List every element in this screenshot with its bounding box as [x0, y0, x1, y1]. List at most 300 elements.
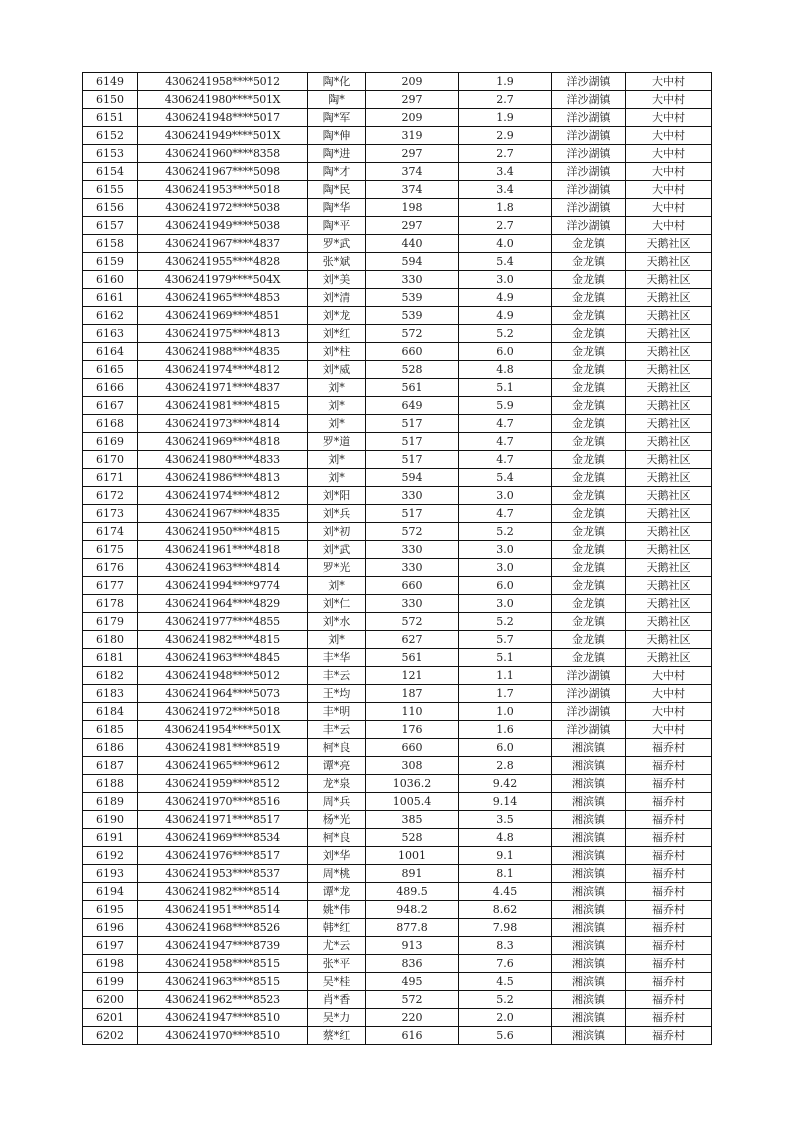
village-cell: 福乔村 — [626, 1027, 712, 1045]
amount-cell: 660 — [366, 739, 459, 757]
value-cell: 4.8 — [459, 361, 552, 379]
amount-cell: 440 — [366, 235, 459, 253]
row-number-cell: 6149 — [83, 73, 138, 91]
table-body — [83, 73, 712, 1045]
row-number-cell: 6160 — [83, 271, 138, 289]
amount-cell: 308 — [366, 757, 459, 775]
id-number-cell: 4306241950****4815 — [138, 523, 308, 541]
village-cell: 天鹅社区 — [626, 397, 712, 415]
town-cell: 金龙镇 — [552, 289, 626, 307]
id-number-cell: 4306241968****8526 — [138, 919, 308, 937]
value-cell: 5.4 — [459, 469, 552, 487]
village-cell: 天鹅社区 — [626, 613, 712, 631]
row-number-cell: 6164 — [83, 343, 138, 361]
row-number-cell: 6183 — [83, 685, 138, 703]
name-cell: 罗*武 — [308, 235, 366, 253]
village-cell: 大中村 — [626, 163, 712, 181]
table-row — [83, 505, 712, 523]
amount-cell: 517 — [366, 505, 459, 523]
row-number-cell: 6157 — [83, 217, 138, 235]
value-cell: 3.0 — [459, 559, 552, 577]
id-number-cell: 4306241964****4829 — [138, 595, 308, 613]
table-row — [83, 217, 712, 235]
amount-cell: 110 — [366, 703, 459, 721]
amount-cell: 330 — [366, 487, 459, 505]
name-cell: 陶*伸 — [308, 127, 366, 145]
town-cell: 湘滨镇 — [552, 1027, 626, 1045]
amount-cell: 1001 — [366, 847, 459, 865]
town-cell: 湘滨镇 — [552, 739, 626, 757]
row-number-cell: 6195 — [83, 901, 138, 919]
town-cell: 金龙镇 — [552, 487, 626, 505]
amount-cell: 489.5 — [366, 883, 459, 901]
village-cell: 福乔村 — [626, 991, 712, 1009]
amount-cell: 594 — [366, 469, 459, 487]
town-cell: 湘滨镇 — [552, 793, 626, 811]
town-cell: 金龙镇 — [552, 649, 626, 667]
village-cell: 福乔村 — [626, 811, 712, 829]
table-row — [83, 847, 712, 865]
table-row — [83, 685, 712, 703]
id-number-cell: 4306241962****8523 — [138, 991, 308, 1009]
table-row — [83, 343, 712, 361]
row-number-cell: 6172 — [83, 487, 138, 505]
row-number-cell: 6200 — [83, 991, 138, 1009]
village-cell: 天鹅社区 — [626, 343, 712, 361]
village-cell: 大中村 — [626, 199, 712, 217]
amount-cell: 1005.4 — [366, 793, 459, 811]
row-number-cell: 6191 — [83, 829, 138, 847]
village-cell: 天鹅社区 — [626, 289, 712, 307]
amount-cell: 517 — [366, 415, 459, 433]
row-number-cell: 6159 — [83, 253, 138, 271]
amount-cell: 627 — [366, 631, 459, 649]
name-cell: 张*斌 — [308, 253, 366, 271]
value-cell: 3.0 — [459, 487, 552, 505]
town-cell: 金龙镇 — [552, 343, 626, 361]
town-cell: 湘滨镇 — [552, 883, 626, 901]
value-cell: 1.0 — [459, 703, 552, 721]
value-cell: 3.4 — [459, 163, 552, 181]
id-number-cell: 4306241974****4812 — [138, 487, 308, 505]
table-row — [83, 793, 712, 811]
town-cell: 湘滨镇 — [552, 919, 626, 937]
value-cell: 3.0 — [459, 595, 552, 613]
town-cell: 金龙镇 — [552, 505, 626, 523]
amount-cell: 660 — [366, 343, 459, 361]
name-cell: 吴*力 — [308, 1009, 366, 1027]
row-number-cell: 6167 — [83, 397, 138, 415]
table-row — [83, 1027, 712, 1045]
name-cell: 柯*良 — [308, 829, 366, 847]
name-cell: 刘*水 — [308, 613, 366, 631]
table-row — [83, 667, 712, 685]
value-cell: 1.9 — [459, 109, 552, 127]
village-cell: 福乔村 — [626, 793, 712, 811]
town-cell: 金龙镇 — [552, 361, 626, 379]
row-number-cell: 6168 — [83, 415, 138, 433]
town-cell: 湘滨镇 — [552, 775, 626, 793]
row-number-cell: 6151 — [83, 109, 138, 127]
amount-cell: 539 — [366, 289, 459, 307]
village-cell: 天鹅社区 — [626, 379, 712, 397]
value-cell: 2.0 — [459, 1009, 552, 1027]
table-row — [83, 451, 712, 469]
row-number-cell: 6166 — [83, 379, 138, 397]
id-number-cell: 4306241955****4828 — [138, 253, 308, 271]
row-number-cell: 6180 — [83, 631, 138, 649]
name-cell: 尤*云 — [308, 937, 366, 955]
amount-cell: 385 — [366, 811, 459, 829]
table-row — [83, 631, 712, 649]
table-row — [83, 757, 712, 775]
village-cell: 福乔村 — [626, 883, 712, 901]
table-row — [83, 271, 712, 289]
town-cell: 金龙镇 — [552, 433, 626, 451]
id-number-cell: 4306241963****4814 — [138, 559, 308, 577]
row-number-cell: 6197 — [83, 937, 138, 955]
table-row — [83, 307, 712, 325]
row-number-cell: 6184 — [83, 703, 138, 721]
village-cell: 大中村 — [626, 685, 712, 703]
row-number-cell: 6202 — [83, 1027, 138, 1045]
name-cell: 刘* — [308, 397, 366, 415]
id-number-cell: 4306241982****4815 — [138, 631, 308, 649]
table-row — [83, 163, 712, 181]
name-cell: 刘* — [308, 415, 366, 433]
id-number-cell: 4306241974****4812 — [138, 361, 308, 379]
town-cell: 金龙镇 — [552, 451, 626, 469]
name-cell: 陶*华 — [308, 199, 366, 217]
id-number-cell: 4306241977****4855 — [138, 613, 308, 631]
village-cell: 天鹅社区 — [626, 541, 712, 559]
name-cell: 谭*龙 — [308, 883, 366, 901]
name-cell: 陶*才 — [308, 163, 366, 181]
name-cell: 刘*仁 — [308, 595, 366, 613]
name-cell: 周*兵 — [308, 793, 366, 811]
id-number-cell: 4306241953****5018 — [138, 181, 308, 199]
town-cell: 金龙镇 — [552, 541, 626, 559]
id-number-cell: 4306241982****8514 — [138, 883, 308, 901]
amount-cell: 539 — [366, 307, 459, 325]
value-cell: 4.7 — [459, 415, 552, 433]
town-cell: 金龙镇 — [552, 253, 626, 271]
row-number-cell: 6171 — [83, 469, 138, 487]
village-cell: 大中村 — [626, 721, 712, 739]
village-cell: 大中村 — [626, 127, 712, 145]
table-row — [83, 865, 712, 883]
village-cell: 福乔村 — [626, 955, 712, 973]
name-cell: 刘*武 — [308, 541, 366, 559]
town-cell: 洋沙湖镇 — [552, 199, 626, 217]
row-number-cell: 6174 — [83, 523, 138, 541]
value-cell: 8.3 — [459, 937, 552, 955]
value-cell: 9.14 — [459, 793, 552, 811]
town-cell: 金龙镇 — [552, 325, 626, 343]
name-cell: 刘* — [308, 631, 366, 649]
table-row — [83, 361, 712, 379]
value-cell: 1.9 — [459, 73, 552, 91]
row-number-cell: 6169 — [83, 433, 138, 451]
id-number-cell: 4306241965****9612 — [138, 757, 308, 775]
row-number-cell: 6185 — [83, 721, 138, 739]
value-cell: 2.8 — [459, 757, 552, 775]
value-cell: 5.2 — [459, 325, 552, 343]
value-cell: 1.7 — [459, 685, 552, 703]
table-row — [83, 703, 712, 721]
row-number-cell: 6177 — [83, 577, 138, 595]
row-number-cell: 6175 — [83, 541, 138, 559]
value-cell: 1.6 — [459, 721, 552, 739]
table-row — [83, 955, 712, 973]
id-number-cell: 4306241981****4815 — [138, 397, 308, 415]
id-number-cell: 4306241976****8517 — [138, 847, 308, 865]
value-cell: 3.5 — [459, 811, 552, 829]
id-number-cell: 4306241951****8514 — [138, 901, 308, 919]
amount-cell: 572 — [366, 613, 459, 631]
town-cell: 洋沙湖镇 — [552, 127, 626, 145]
village-cell: 天鹅社区 — [626, 577, 712, 595]
value-cell: 4.7 — [459, 451, 552, 469]
town-cell: 洋沙湖镇 — [552, 721, 626, 739]
table-row — [83, 253, 712, 271]
value-cell: 5.7 — [459, 631, 552, 649]
table-row — [83, 937, 712, 955]
village-cell: 大中村 — [626, 667, 712, 685]
id-number-cell: 4306241960****8358 — [138, 145, 308, 163]
id-number-cell: 4306241953****8537 — [138, 865, 308, 883]
name-cell: 丰*云 — [308, 667, 366, 685]
row-number-cell: 6165 — [83, 361, 138, 379]
name-cell: 刘* — [308, 451, 366, 469]
village-cell: 大中村 — [626, 73, 712, 91]
village-cell: 天鹅社区 — [626, 415, 712, 433]
value-cell: 3.0 — [459, 541, 552, 559]
table-row — [83, 433, 712, 451]
id-number-cell: 4306241970****8516 — [138, 793, 308, 811]
table-row — [83, 127, 712, 145]
value-cell: 8.62 — [459, 901, 552, 919]
row-number-cell: 6194 — [83, 883, 138, 901]
amount-cell: 187 — [366, 685, 459, 703]
id-number-cell: 4306241969****8534 — [138, 829, 308, 847]
village-cell: 福乔村 — [626, 865, 712, 883]
town-cell: 洋沙湖镇 — [552, 145, 626, 163]
amount-cell: 330 — [366, 595, 459, 613]
value-cell: 7.6 — [459, 955, 552, 973]
row-number-cell: 6158 — [83, 235, 138, 253]
name-cell: 刘* — [308, 379, 366, 397]
town-cell: 金龙镇 — [552, 235, 626, 253]
town-cell: 湘滨镇 — [552, 937, 626, 955]
village-cell: 天鹅社区 — [626, 235, 712, 253]
village-cell: 天鹅社区 — [626, 595, 712, 613]
id-number-cell: 4306241967****5098 — [138, 163, 308, 181]
value-cell: 4.7 — [459, 433, 552, 451]
town-cell: 金龙镇 — [552, 595, 626, 613]
name-cell: 龙*泉 — [308, 775, 366, 793]
amount-cell: 877.8 — [366, 919, 459, 937]
id-number-cell: 4306241994****9774 — [138, 577, 308, 595]
amount-cell: 330 — [366, 559, 459, 577]
name-cell: 刘*威 — [308, 361, 366, 379]
id-number-cell: 4306241979****504X — [138, 271, 308, 289]
row-number-cell: 6201 — [83, 1009, 138, 1027]
table-row — [83, 487, 712, 505]
name-cell: 陶*民 — [308, 181, 366, 199]
id-number-cell: 4306241973****4814 — [138, 415, 308, 433]
name-cell: 刘*兵 — [308, 505, 366, 523]
amount-cell: 913 — [366, 937, 459, 955]
amount-cell: 176 — [366, 721, 459, 739]
row-number-cell: 6198 — [83, 955, 138, 973]
value-cell: 5.2 — [459, 613, 552, 631]
village-cell: 福乔村 — [626, 739, 712, 757]
town-cell: 湘滨镇 — [552, 811, 626, 829]
village-cell: 天鹅社区 — [626, 325, 712, 343]
value-cell: 8.1 — [459, 865, 552, 883]
amount-cell: 220 — [366, 1009, 459, 1027]
value-cell: 5.9 — [459, 397, 552, 415]
name-cell: 刘*阳 — [308, 487, 366, 505]
town-cell: 洋沙湖镇 — [552, 217, 626, 235]
id-number-cell: 4306241980****501X — [138, 91, 308, 109]
id-number-cell: 4306241947****8510 — [138, 1009, 308, 1027]
value-cell: 6.0 — [459, 577, 552, 595]
row-number-cell: 6162 — [83, 307, 138, 325]
id-number-cell: 4306241969****4851 — [138, 307, 308, 325]
table-row — [83, 109, 712, 127]
id-number-cell: 4306241972****5018 — [138, 703, 308, 721]
data-table — [82, 72, 712, 1045]
town-cell: 湘滨镇 — [552, 901, 626, 919]
value-cell: 5.2 — [459, 523, 552, 541]
name-cell: 陶*进 — [308, 145, 366, 163]
name-cell: 丰*华 — [308, 649, 366, 667]
table-row — [83, 649, 712, 667]
table-row — [83, 73, 712, 91]
town-cell: 金龙镇 — [552, 469, 626, 487]
village-cell: 大中村 — [626, 217, 712, 235]
town-cell: 金龙镇 — [552, 631, 626, 649]
amount-cell: 517 — [366, 433, 459, 451]
amount-cell: 528 — [366, 829, 459, 847]
id-number-cell: 4306241967****4835 — [138, 505, 308, 523]
table-row — [83, 577, 712, 595]
name-cell: 丰*明 — [308, 703, 366, 721]
village-cell: 福乔村 — [626, 901, 712, 919]
table-row — [83, 721, 712, 739]
value-cell: 9.42 — [459, 775, 552, 793]
village-cell: 天鹅社区 — [626, 505, 712, 523]
table-row — [83, 1009, 712, 1027]
value-cell: 5.6 — [459, 1027, 552, 1045]
value-cell: 9.1 — [459, 847, 552, 865]
value-cell: 5.1 — [459, 649, 552, 667]
village-cell: 福乔村 — [626, 1009, 712, 1027]
name-cell: 柯*良 — [308, 739, 366, 757]
name-cell: 杨*光 — [308, 811, 366, 829]
amount-cell: 297 — [366, 91, 459, 109]
village-cell: 福乔村 — [626, 847, 712, 865]
village-cell: 天鹅社区 — [626, 253, 712, 271]
town-cell: 湘滨镇 — [552, 829, 626, 847]
row-number-cell: 6173 — [83, 505, 138, 523]
village-cell: 福乔村 — [626, 919, 712, 937]
name-cell: 韩*红 — [308, 919, 366, 937]
village-cell: 福乔村 — [626, 757, 712, 775]
town-cell: 金龙镇 — [552, 523, 626, 541]
id-number-cell: 4306241981****8519 — [138, 739, 308, 757]
value-cell: 7.98 — [459, 919, 552, 937]
value-cell: 1.8 — [459, 199, 552, 217]
village-cell: 大中村 — [626, 145, 712, 163]
town-cell: 洋沙湖镇 — [552, 91, 626, 109]
name-cell: 张*平 — [308, 955, 366, 973]
amount-cell: 297 — [366, 217, 459, 235]
amount-cell: 528 — [366, 361, 459, 379]
value-cell: 4.9 — [459, 289, 552, 307]
town-cell: 湘滨镇 — [552, 991, 626, 1009]
amount-cell: 572 — [366, 523, 459, 541]
village-cell: 福乔村 — [626, 937, 712, 955]
name-cell: 丰*云 — [308, 721, 366, 739]
id-number-cell: 4306241948****5012 — [138, 667, 308, 685]
row-number-cell: 6179 — [83, 613, 138, 631]
village-cell: 天鹅社区 — [626, 451, 712, 469]
name-cell: 罗*道 — [308, 433, 366, 451]
value-cell: 6.0 — [459, 343, 552, 361]
table-row — [83, 91, 712, 109]
value-cell: 3.0 — [459, 271, 552, 289]
village-cell: 大中村 — [626, 181, 712, 199]
amount-cell: 572 — [366, 325, 459, 343]
id-number-cell: 4306241970****8510 — [138, 1027, 308, 1045]
name-cell: 陶*平 — [308, 217, 366, 235]
village-cell: 天鹅社区 — [626, 307, 712, 325]
town-cell: 湘滨镇 — [552, 955, 626, 973]
name-cell: 刘* — [308, 469, 366, 487]
town-cell: 洋沙湖镇 — [552, 163, 626, 181]
value-cell: 3.4 — [459, 181, 552, 199]
row-number-cell: 6192 — [83, 847, 138, 865]
town-cell: 金龙镇 — [552, 271, 626, 289]
village-cell: 大中村 — [626, 703, 712, 721]
value-cell: 1.1 — [459, 667, 552, 685]
value-cell: 4.5 — [459, 973, 552, 991]
village-cell: 天鹅社区 — [626, 631, 712, 649]
town-cell: 湘滨镇 — [552, 973, 626, 991]
name-cell: 王*均 — [308, 685, 366, 703]
id-number-cell: 4306241947****8739 — [138, 937, 308, 955]
row-number-cell: 6188 — [83, 775, 138, 793]
amount-cell: 649 — [366, 397, 459, 415]
row-number-cell: 6182 — [83, 667, 138, 685]
row-number-cell: 6190 — [83, 811, 138, 829]
value-cell: 2.7 — [459, 91, 552, 109]
table-row — [83, 379, 712, 397]
village-cell: 大中村 — [626, 109, 712, 127]
value-cell: 5.4 — [459, 253, 552, 271]
id-number-cell: 4306241965****4853 — [138, 289, 308, 307]
row-number-cell: 6154 — [83, 163, 138, 181]
amount-cell: 948.2 — [366, 901, 459, 919]
town-cell: 洋沙湖镇 — [552, 109, 626, 127]
table-row — [83, 829, 712, 847]
town-cell: 洋沙湖镇 — [552, 703, 626, 721]
amount-cell: 209 — [366, 109, 459, 127]
value-cell: 2.7 — [459, 145, 552, 163]
